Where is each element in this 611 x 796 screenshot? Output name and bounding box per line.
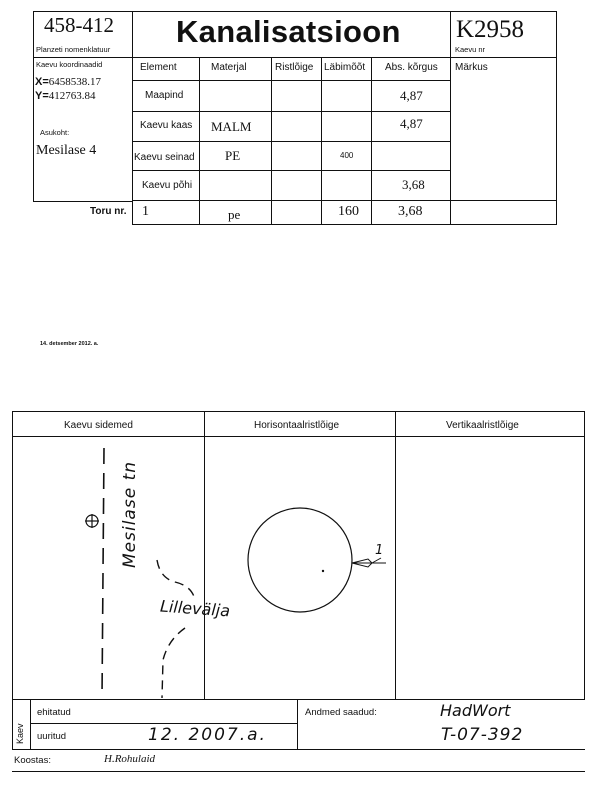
- street-label-mesilase: Mesilase tn: [120, 460, 140, 568]
- sketch-boundary-line: [102, 448, 104, 698]
- coords-label: Kaevu koordinaadid: [36, 60, 103, 69]
- well-label: Kaevu nr: [455, 45, 486, 54]
- well-center-point: [322, 570, 324, 572]
- built-label: ehitatud: [37, 707, 71, 718]
- col-header-notes: Märkus: [455, 62, 488, 73]
- pipe-label: Toru nr.: [90, 206, 127, 217]
- x-label: X=: [35, 76, 49, 88]
- pipe-diameter: 160: [338, 204, 359, 219]
- x-value: 6458538.17: [48, 76, 102, 88]
- measured-value: 12. 2007.a.: [148, 725, 267, 745]
- col-title-vertical: Vertikaalristlõige: [446, 420, 519, 431]
- row-height: 4,87: [400, 88, 423, 103]
- pipe-number: 1: [142, 204, 149, 219]
- col-title-ties: Kaevu sidemed: [64, 420, 133, 431]
- row-material: MALM: [211, 119, 252, 134]
- address-value: Mesilase 4: [36, 143, 97, 158]
- compiled-value: H.Rohulaid: [104, 753, 156, 765]
- pipe-material: pe: [228, 207, 241, 222]
- col-header-height: Abs. kõrgus: [385, 62, 438, 73]
- row-element: Kaevu seinad: [134, 152, 195, 163]
- compiled-label: Koostas:: [14, 755, 51, 766]
- col-title-horizontal: Horisontaalristlõige: [254, 420, 340, 431]
- data-source-code: T-07-392: [441, 725, 524, 745]
- pipe-height: 3,68: [398, 204, 423, 219]
- row-height: 4,87: [400, 116, 423, 131]
- row-height: 3,68: [402, 177, 425, 192]
- street-curve-lower: [162, 628, 185, 698]
- well-number: K2958: [456, 16, 525, 43]
- data-source-company: HadWort: [440, 701, 511, 720]
- sheet-label: Planzeti nomenklatuur: [36, 45, 111, 54]
- well-cross-section: [248, 508, 352, 612]
- well-symbol: [85, 514, 99, 528]
- page-title: Kanalisatsioon: [176, 14, 401, 49]
- col-header-diameter: Läbimõõt: [324, 62, 366, 73]
- data-source-label: Andmed saadud:: [305, 707, 377, 718]
- date-line: 14. detsember 2012. a.: [40, 341, 99, 347]
- row-element: Kaevu põhi: [142, 180, 193, 191]
- street-curve-upper: [157, 560, 195, 600]
- side-label: Kaev: [15, 723, 25, 744]
- row-element: Maapind: [145, 90, 184, 101]
- y-label: Y=: [35, 90, 49, 102]
- row-material: PE: [225, 148, 241, 163]
- col-header-cross: Ristlõige: [275, 62, 314, 73]
- measured-label: uuritud: [37, 731, 67, 742]
- street-label-lillevalja: Lillevälja: [159, 596, 231, 621]
- col-header-material: Materjal: [211, 62, 247, 73]
- sheet-number: 458-412: [44, 13, 114, 37]
- pipe-number-label: 1: [375, 543, 384, 558]
- col-header-element: Element: [140, 62, 177, 73]
- row-element: Kaevu kaas: [140, 120, 193, 131]
- address-label: Asukoht:: [40, 128, 70, 137]
- pipe-arrow: [352, 558, 386, 567]
- row-diameter: 400: [340, 151, 354, 160]
- y-value: 412763.84: [48, 90, 96, 102]
